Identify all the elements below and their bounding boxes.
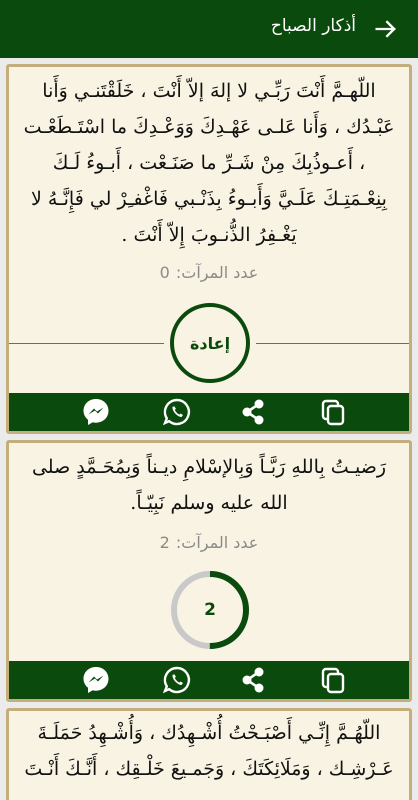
share-icon[interactable]	[238, 665, 268, 695]
repeat-button[interactable]: إعادة	[170, 303, 250, 383]
messenger-icon[interactable]	[81, 665, 111, 695]
count-value: 0	[159, 263, 170, 282]
zikr-text: اللّهُـمَّ إِنِّـي أَصْبَـحْتُ أُشْـهِدُك ، وَأُشْـهِدُ حَمَلَـةَ عَـرْشِـك ، وَمَلَائِكَتَكَ ، وَجَمـيعَ خَلْـقِك ، أَنَّـكَ أَنْـتَ	[24, 722, 394, 780]
zikr-card	[6, 708, 412, 800]
zikr-card	[6, 64, 412, 434]
zikr-text: اللّهـمَّ أَنْتَ رَبِّـي لا إلهَ إلاّ أَنْتَ ، خَلَقْتَنـي وَأَنا عَبْـدُك ، وَأَنا عَلـى عَهْـدِكَ وَوَعْـدِكَ ما اسْتَـطَعْـت ، أَعـوذُبِكَ مِنْ شَـرِّ ما صَنَـعْت ، أَبـوءُ لَـكَ بِنِعْـمَتِـكَ عَلَـيَّ وَأَبـوءُ بِذَنْـبي فَاغْفـِرْ لي فَإِنَّـهُ لا يَغْـفِرُ الذُّنـوبَ إِلاّ أَنْتَ .	[23, 80, 395, 246]
count-label: عدد المرآت:	[175, 533, 259, 552]
whatsapp-icon[interactable]	[162, 397, 192, 427]
copy-icon[interactable]	[318, 397, 348, 427]
zikr-card	[6, 440, 412, 702]
divider	[256, 343, 412, 344]
page-title: أذكار الصباح	[270, 16, 356, 36]
count-label: عدد المرآت:	[175, 263, 259, 282]
app-bar	[0, 0, 418, 58]
action-bar	[9, 393, 409, 431]
zikr-text: رَضيـتُ بِاللهِ رَبَّـاً وَبِالإسْلامِ ديـناً وَبِمُحَـمَّدٍ صلى الله عليه وسلم نَبِيّـاً.	[31, 456, 387, 514]
action-bar	[9, 661, 409, 699]
divider	[9, 343, 164, 344]
arrow-right-icon[interactable]	[372, 15, 400, 43]
whatsapp-icon[interactable]	[162, 665, 192, 695]
counter-value: 2	[204, 600, 216, 620]
copy-icon[interactable]	[318, 665, 348, 695]
repeat-count	[9, 533, 409, 552]
counter-button[interactable]	[170, 570, 250, 650]
share-icon[interactable]	[238, 397, 268, 427]
repeat-count	[9, 263, 409, 282]
messenger-icon[interactable]	[81, 397, 111, 427]
count-value: 2	[159, 533, 170, 552]
